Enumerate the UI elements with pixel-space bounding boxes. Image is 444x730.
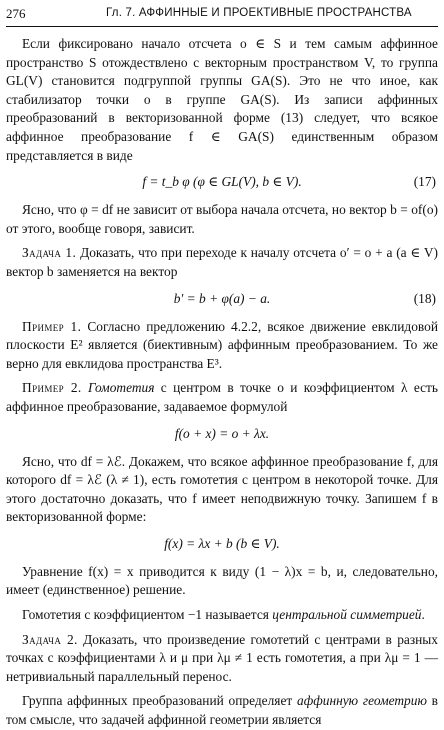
running-head: Гл. 7. АФФИННЫЕ И ПРОЕКТИВНЫЕ ПРОСТРАНСТВА	[106, 7, 412, 19]
task-2-label: Задача 2.	[22, 631, 78, 647]
task-2	[6, 631, 438, 687]
formula-17	[6, 173, 438, 195]
paragraph-origin-fixed: Если фиксировано начало отсчета o ∈ S и тем самым аффинное пространство S отождествлено с векторным пространством V, то группа GL(V) становится подгруппой группы GA(S). Это не что иное, как стабилизатор точки o в группе GA(S). Из записи аффинных преобразований в векторизованной форме (13) следует, что всякое аффинное преобразование f ∈ GA(S) единственным образом представляется в виде	[6, 36, 438, 163]
paragraph-fixed-point: Ясно, что df = λℰ. Докажем, что всякое аффинное преобразование f, для которого df = λℰ (λ ≠ 1), есть гомотетия с центром в некоторой точке. Для этого достаточно доказать, что f имеет неподвижную точку. Запишем f в векторизованной форме:	[6, 453, 438, 525]
task-1	[6, 244, 438, 281]
formula-vectorized-expression: f(x) = λx + b (b ∈ V).	[164, 535, 280, 551]
paragraph-equation-solution: Уравнение f(x) = x приводится к виду (1 − λ)x = b, и, следовательно, имеет (единственное) решение.	[6, 563, 438, 598]
task-1-label: Задача 1.	[22, 245, 77, 261]
central-symmetry-term: центральной симметрией	[272, 607, 422, 623]
paragraph-df-independent: Ясно, что φ = df не зависит от выбора начала отсчета, но вектор b = of(o) от этого, вообще говоря, зависит.	[6, 202, 438, 236]
task-2-text: Доказать, что произведение гомотетий с центрами в разных точках с коэффициентами λ и μ при λμ ≠ 1 есть гомотетия, а при λμ = 1 — нетривиальный параллельный перенос.	[6, 631, 438, 684]
formula-18-number: (18)	[413, 290, 436, 306]
example-2-text: с центром в точке o и коэффициентом λ есть аффинное преобразование, задаваемое формулой	[6, 380, 438, 414]
central-symmetry-start: Гомотетия с коэффициентом −1 называется	[22, 607, 269, 623]
formula-homothety	[6, 425, 438, 447]
formula-18-expression: b′ = b + φ(a) − a.	[173, 290, 271, 306]
page-body	[6, 27, 438, 730]
central-symmetry-end: .	[421, 607, 425, 623]
page-header	[6, 4, 438, 27]
formula-17-expression: f = t_b φ (φ ∈ GL(V), b ∈ V).	[142, 174, 302, 190]
affine-geometry-term: аффинную геометрию	[297, 693, 427, 709]
example-2	[6, 379, 438, 416]
paragraph-central-symmetry	[6, 606, 438, 625]
example-1	[6, 318, 438, 374]
example-2-term: Гомотетия	[88, 380, 155, 396]
formula-17-number: (17)	[413, 174, 436, 190]
affine-geometry-start: Группа аффинных преобразований определяет	[22, 693, 293, 709]
formula-18	[6, 290, 438, 312]
example-1-label: Пример 1.	[22, 318, 82, 334]
paragraph-affine-geometry	[6, 692, 438, 729]
task-1-text: Доказать, что при переходе к началу отсчета o′ = o + a (a ∈ V) вектор b заменяется на вектор	[6, 245, 438, 279]
example-1-text: Согласно предложению 4.2.2, всякое движение евклидовой плоскости E² является (биективным) аффинным преобразованием. То же верно для евклидова пространства E³.	[6, 318, 438, 371]
formula-vectorized	[6, 535, 438, 557]
page-number: 276	[6, 6, 26, 21]
example-2-label: Пример 2.	[22, 380, 82, 396]
formula-homothety-expression: f(o + x) = o + λx.	[174, 425, 270, 441]
affine-geometry-end: в том смысле, что задачей аффинной геометрии является	[6, 693, 438, 728]
